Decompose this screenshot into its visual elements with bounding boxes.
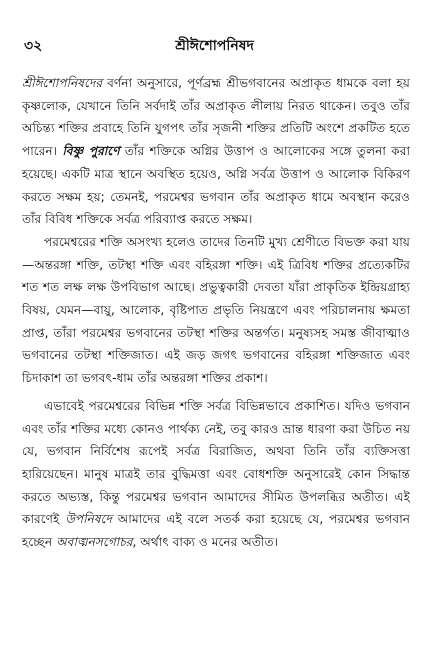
text-segment: উপনিষদে <box>65 512 112 527</box>
text-segment: পরমেশ্বরের শক্তি অসংখ্য হলেও তাদের তিনটি মুখ্য শ্রেণীতে বিভক্ত করা যায়—অন্তরঙ্গা শক্তি, তটস্থা শক্তি এবং বহিরঙ্গা শক্তি। এই ত্রিবিধ শক্তির প্রত্যেকটির শত শত লক্ষ লক্ষ উপবিভাগ আছে। প্রভুত্বকারী দেবতা যাঁরা প্রাকৃতিক ইন্দ্রিয়গ্রাহ্য বিষয়, যেমন—বায়ু, আলোক, বৃষ্টিপাত প্রভৃতি নিয়ন্ত্রণে এবং পরিচালনায় ক্ষমতা প্রাপ্ত, তাঁরা পরমেশ্বর ভগবানের তটস্থা শক্তির অন্তর্গত। মনুষ্যসহ সমস্ত জীবাত্মাও ভগবানের তটস্থা শক্তিজাত। এই জড় জগৎ ভগবানের বহিরঙ্গা শক্তিজাত এবং চিদাকাশ তা ভগবৎ-ধাম তাঁর অন্তরঙ্গা শক্তির প্রকাশ। <box>22 234 410 386</box>
text-segment: , অর্থাৎ বাক্য ও মনের অতীত। <box>132 535 278 550</box>
paragraph-2 <box>22 231 410 390</box>
page-header <box>24 34 405 56</box>
paragraph-3 <box>22 395 410 554</box>
text-segment: বিষ্ণু পুরাণে <box>62 144 120 159</box>
running-title: শ্রীঈশোপনিষদ <box>175 38 254 54</box>
page-number: ৩২ <box>24 38 43 54</box>
paragraph-1 <box>22 72 410 231</box>
text-segment: তাঁর শক্তিকে অগ্নির উত্তাপ ও আলোকের সঙ্গে তুলনা করা হয়েছে। একটি মাত্র স্থানে অবস্থিত হয়েও, অগ্নি সর্বত্র উত্তাপ ও আলোক বিকিরণ করতে সক্ষম হয়; তেমনই, পরমেশ্বর ভগবান তাঁর অপ্রাকৃত ধামে অবস্থান করেও তাঁর বিবিধ শক্তিকে সর্বত্র পরিব্যাপ্ত করতে সক্ষম। <box>22 144 410 227</box>
text-segment: অবাঙ্মনসগোচর <box>56 535 133 550</box>
body-text <box>22 72 410 554</box>
text-segment: এভাবেই পরমেশ্বরের বিভিন্ন শক্তি সর্বত্র বিভিন্নভাবে প্রকাশিত। যদিও ভগবান এবং তাঁর শক্তির মধ্যে কোনও পার্থক্য নেই, তবু কারও ভ্রান্ত ধারণা করা উচিত নয় যে, ভগবান নির্বিশেষ রূপেই সর্বত্র বিরাজিত, অথবা তিনি তাঁর ব্যক্তিসত্তা হারিয়েছেন। মানুষ মাত্রই তার বুদ্ধিমত্তা এবং বোধশক্তি অনুসারেই কোন সিদ্ধান্ত করতে অভ্যস্ত, কিন্তু পরমেশ্বর ভগবান আমাদের সীমিত উপলব্ধির অতীত। এই কারণেই <box>22 398 410 527</box>
text-segment: আমাদের এই বলে সতর্ক করা হয়েছে যে, পরমেশ্বর ভগবান হচ্ছেন <box>22 512 411 550</box>
text-segment: বর্ণনা অনুসারে, পূর্ণব্রহ্ম শ্রীভগবানের অপ্রাকৃত ধামকে বলা হয় কৃষ্ণলোক, যেখানে তিনি সর্বদাই তাঁর অপ্রাকৃত লীলায় নিরত থাকেন। তবুও তাঁর অচিন্ত্য শক্তির প্রবাহে তিনি যুগপৎ তাঁর সৃজনী শক্তির প্রতিটি অংশে প্রকটিত হতে পারেন। <box>22 76 410 159</box>
text-segment: শ্রীঈশোপনিষদের <box>22 76 103 90</box>
